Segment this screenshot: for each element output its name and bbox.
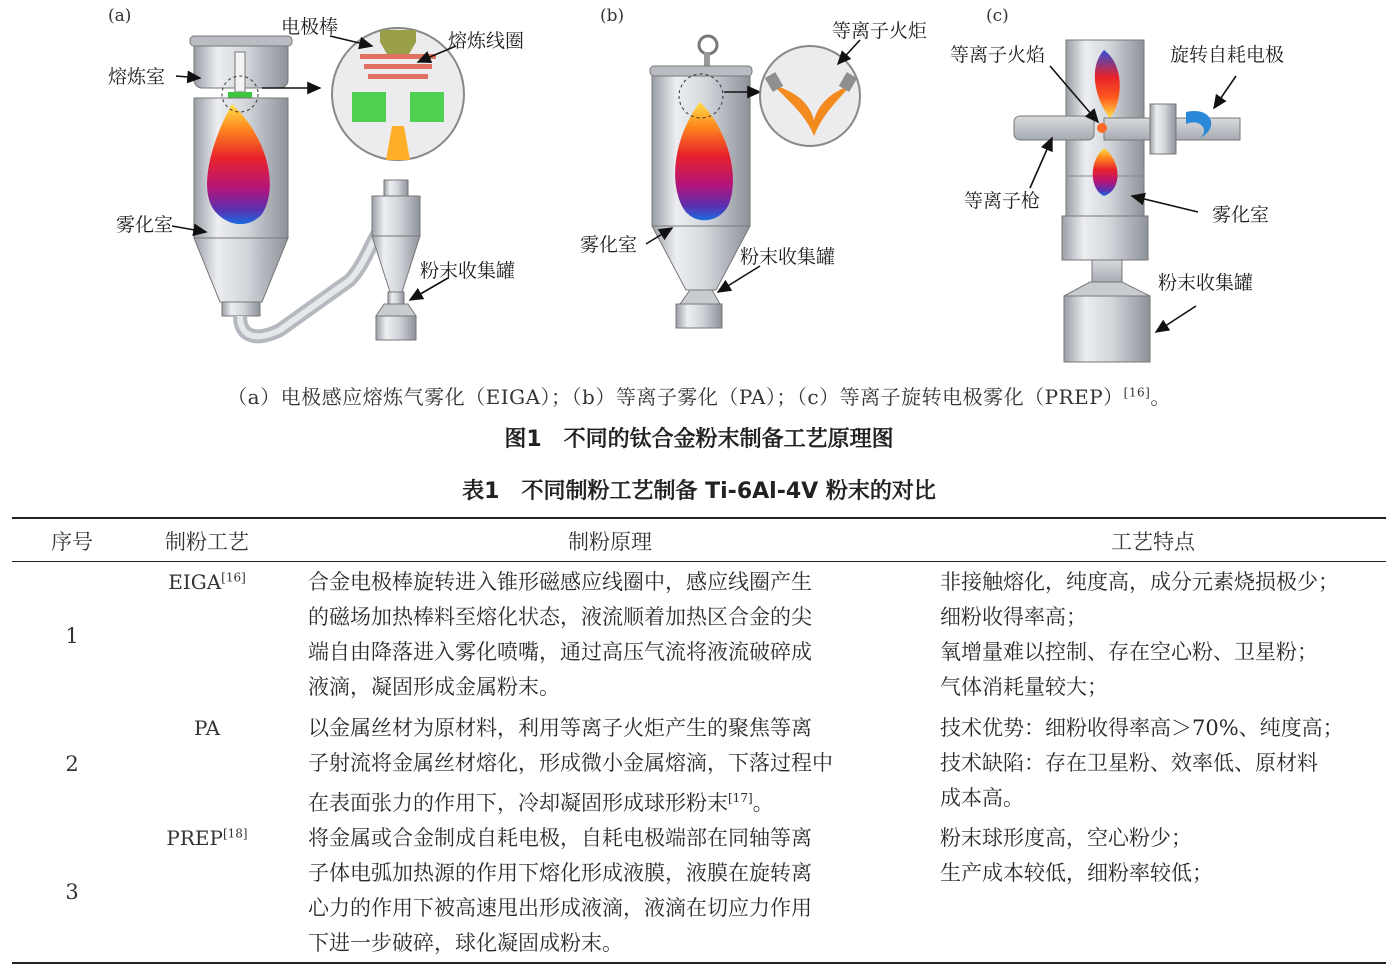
header-principle: 制粉原理 xyxy=(568,530,652,554)
callout-atomizing-chamber-c: 雾化室 xyxy=(1212,204,1270,226)
figure-caption-end: 。 xyxy=(1150,385,1171,409)
callout-melting-chamber: 熔炼室 xyxy=(108,66,166,88)
process-figure xyxy=(0,0,1398,372)
feature-line: 技术缺陷：存在卫星粉、效率低、原材料 xyxy=(940,751,1318,775)
principle-line xyxy=(308,781,928,821)
row-index: 2 xyxy=(65,752,79,776)
principle-line: 心力的作用下被高速甩出形成液滴，液滴在切应力作用 xyxy=(308,896,812,920)
table-bottom-rule xyxy=(12,962,1386,964)
row-features xyxy=(940,565,1386,705)
principle-end: 。 xyxy=(752,791,774,815)
callout-powder-tank-a: 粉末收集罐 xyxy=(420,260,516,282)
callout-powder-tank-b: 粉末收集罐 xyxy=(740,246,836,268)
principle-line-text: 在表面张力的作用下，冷却凝固形成球形粉末 xyxy=(308,791,728,815)
row-process-name: PA xyxy=(193,716,221,740)
principle-line: 下进一步破碎，球化凝固成粉末。 xyxy=(308,931,623,955)
principle-line: 的磁场加热棒料至熔化状态，液流顺着加热区合金的尖 xyxy=(308,605,812,629)
panel-label-b: (b) xyxy=(600,6,625,26)
row-process xyxy=(132,570,282,594)
principle-line: 以金属丝材为原材料，利用等离子火炬产生的聚焦等离 xyxy=(308,716,812,740)
row-process xyxy=(132,826,282,850)
figure-title: 图1 不同的钛合金粉末制备工艺原理图 xyxy=(504,427,894,452)
callout-melting-coil: 熔炼线圈 xyxy=(448,30,525,52)
panel-label-a: (a) xyxy=(108,6,132,26)
callout-plasma-torch: 等离子火炬 xyxy=(832,20,928,42)
figure-caption-ref: [16] xyxy=(1123,385,1151,400)
callout-plasma-gun: 等离子枪 xyxy=(964,190,1041,212)
row-process xyxy=(132,716,282,740)
header-features: 工艺特点 xyxy=(1111,530,1195,554)
feature-line: 粉末球形度高，空心粉少； xyxy=(940,826,1192,850)
principle-line: 将金属或合金制成自耗电极，自耗电极端部在同轴等离 xyxy=(308,826,812,850)
prep-schematic xyxy=(1014,40,1240,362)
table-title: 表1 不同制粉工艺制备 Ti-6Al-4V 粉末的对比 xyxy=(462,479,936,504)
header-index: 序号 xyxy=(51,530,93,554)
principle-line: 合金电极棒旋转进入锥形磁感应线圈中，感应线圈产生 xyxy=(308,570,812,594)
panel-label-c: (c) xyxy=(986,6,1009,26)
feature-line: 非接触熔化，纯度高，成分元素烧损极少； xyxy=(940,570,1339,594)
feature-line: 技术优势：细粉收得率高＞70%、纯度高； xyxy=(940,716,1344,740)
principle-line: 子射流将金属丝材熔化，形成微小金属熔滴，下落过程中 xyxy=(308,751,833,775)
row-principle xyxy=(308,565,928,705)
pa-schematic xyxy=(650,36,860,328)
callout-electrode-rod: 电极棒 xyxy=(281,16,339,38)
row-process-ref: [16] xyxy=(221,570,246,585)
feature-line: 氧增量难以控制、存在空心粉、卫星粉； xyxy=(940,640,1318,664)
row-features xyxy=(940,821,1386,891)
feature-line: 生产成本较低，细粉率较低； xyxy=(940,861,1213,885)
header-process: 制粉工艺 xyxy=(165,530,249,554)
callout-powder-tank-c: 粉末收集罐 xyxy=(1158,272,1254,294)
callout-atomizing-chamber-a: 雾化室 xyxy=(116,214,174,236)
callout-plasma-flame: 等离子火焰 xyxy=(950,44,1046,66)
callout-atomizing-chamber-b: 雾化室 xyxy=(580,234,638,256)
principle-ref: [17] xyxy=(728,791,753,805)
feature-line: 成本高。 xyxy=(940,786,1024,810)
row-process-name: PREP xyxy=(166,826,223,850)
row-process-name: EIGA xyxy=(168,570,222,594)
table-header-rule xyxy=(12,561,1386,562)
principle-line: 端自由降落进入雾化喷嘴，通过高压气流将液流破碎成 xyxy=(308,640,812,664)
row-index: 1 xyxy=(65,624,79,648)
callout-rotating-electrode: 旋转自耗电极 xyxy=(1170,44,1285,66)
row-process-ref: [18] xyxy=(222,826,248,841)
row-index: 3 xyxy=(65,880,79,904)
principle-line: 子体电弧加热源的作用下熔化形成液膜，液膜在旋转离 xyxy=(308,861,812,885)
row-principle xyxy=(308,711,928,821)
row-features xyxy=(940,711,1386,816)
figure-caption xyxy=(0,381,1398,410)
feature-line: 气体消耗量较大； xyxy=(940,675,1108,699)
figure-caption-text: （a）电极感应熔炼气雾化（EIGA）；（b）等离子雾化（PA）；（c）等离子旋转电极雾化（PREP） xyxy=(227,385,1124,409)
table-top-rule xyxy=(12,517,1386,519)
row-principle xyxy=(308,821,928,961)
feature-line: 细粉收得率高； xyxy=(940,605,1087,629)
principle-line: 液滴，凝固形成金属粉末。 xyxy=(308,675,560,699)
